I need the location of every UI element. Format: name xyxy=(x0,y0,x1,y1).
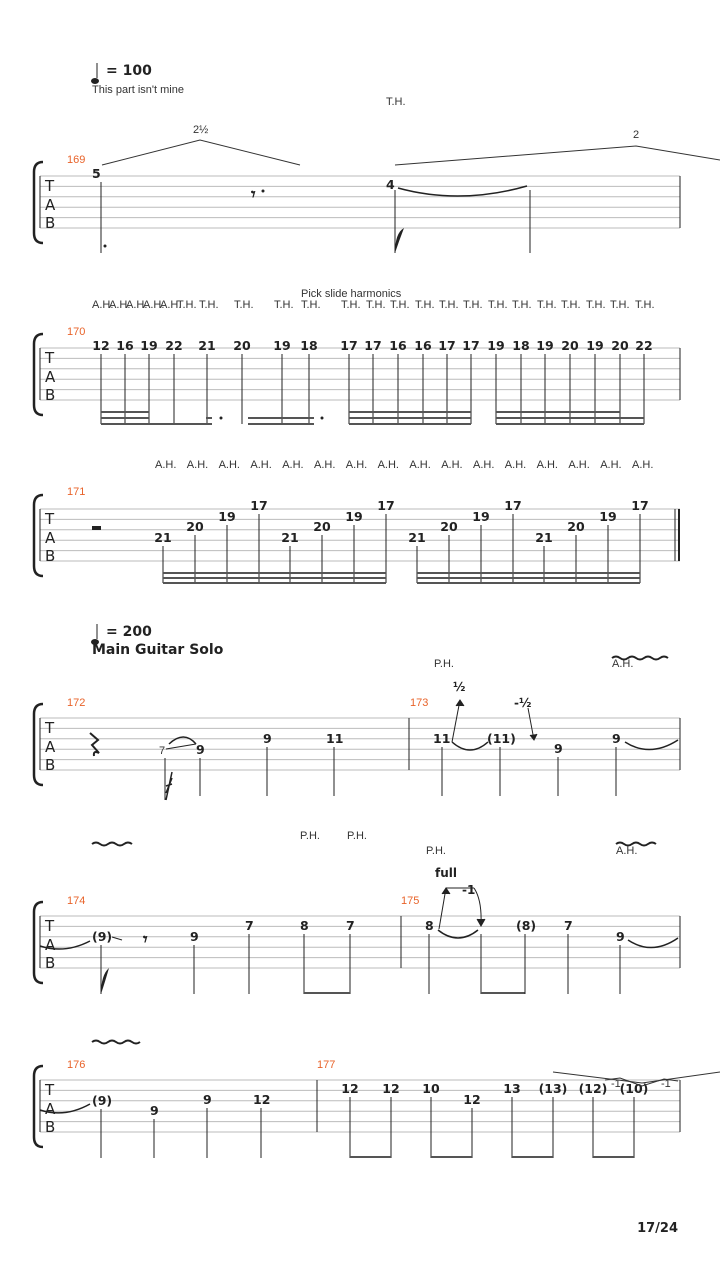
harmonic-label: T.H. xyxy=(561,299,581,311)
fret-number: 5 xyxy=(92,166,101,181)
fret-number: 18 xyxy=(300,338,318,353)
harmonic-label: T.H. xyxy=(635,299,655,311)
harmonic-label: A.H. xyxy=(250,459,272,471)
harmonic-label: P.H. xyxy=(426,845,446,857)
harmonic-label: A.H. xyxy=(92,299,114,311)
fret-number: 9 xyxy=(616,929,625,944)
harmonic-label: T.H. xyxy=(488,299,508,311)
fret-number: 16 xyxy=(389,338,407,353)
section-comment: This part isn't mine xyxy=(92,84,184,96)
fret-number: 16 xyxy=(414,338,432,353)
measure-number: 175 xyxy=(401,895,420,907)
fret-number: 17 xyxy=(462,338,480,353)
tempo-marking-2 xyxy=(91,624,224,658)
svg-text:T: T xyxy=(45,349,55,367)
bend-amount: -1 xyxy=(462,883,476,897)
fret-number: 22 xyxy=(635,338,653,353)
harmonic-label: A.H. xyxy=(409,459,431,471)
tab-system-2 xyxy=(34,288,680,424)
measure-number: 171 xyxy=(67,486,86,498)
fret-number: 7 xyxy=(346,918,355,933)
section-title: Main Guitar Solo xyxy=(92,642,224,658)
fret-number: 8 xyxy=(425,918,434,933)
fret-small: 7 xyxy=(159,745,166,757)
fret-number: 19 xyxy=(472,509,490,524)
fret-number: (8) xyxy=(516,918,537,933)
fret-number: 19 xyxy=(487,338,505,353)
harmonic-label: T.H. xyxy=(415,299,435,311)
half-rest xyxy=(92,526,101,530)
harmonic-label: T.H. xyxy=(341,299,361,311)
fret-number: 12 xyxy=(463,1092,481,1107)
svg-text:B: B xyxy=(45,386,56,404)
fret-number: 17 xyxy=(631,498,649,513)
fret-number: 12 xyxy=(253,1092,271,1107)
svg-text:A: A xyxy=(45,738,56,756)
harmonic-label: A.H. xyxy=(600,459,622,471)
tab-clef-t: T xyxy=(45,177,55,195)
harmonic-label: T.H. xyxy=(301,299,321,311)
harmonic-label: A.H. xyxy=(160,299,182,311)
fret-number: 9 xyxy=(263,731,272,746)
fret-number: (9) xyxy=(92,1093,113,1108)
technique-heading: Pick slide harmonics xyxy=(301,288,402,300)
harmonic-label: A.H. xyxy=(218,459,241,471)
fret-number: 12 xyxy=(382,1081,400,1096)
measure-number: 173 xyxy=(410,697,429,709)
svg-text:A: A xyxy=(45,936,56,954)
fret-number: 9 xyxy=(196,742,205,757)
tab-clef-a: A xyxy=(45,196,56,214)
svg-text:B: B xyxy=(45,756,56,774)
harmonic-label: A.H. xyxy=(568,459,590,471)
tempo-value: = 100 xyxy=(106,63,152,79)
fret-number: 20 xyxy=(440,519,458,534)
page-number: 17/24 xyxy=(637,1221,678,1236)
svg-text:A: A xyxy=(45,368,56,386)
fret-number: 9 xyxy=(190,929,199,944)
harmonic-label: A.H. xyxy=(186,459,209,471)
fret-number: (9) xyxy=(92,929,113,944)
harmonic-label: T.H. xyxy=(439,299,459,311)
fret-number: 9 xyxy=(150,1103,159,1118)
harmonic-label: T.H. xyxy=(610,299,630,311)
fret-number: 13 xyxy=(503,1081,521,1096)
fret-number: 20 xyxy=(233,338,251,353)
harmonic-label: A.H. xyxy=(345,459,368,471)
fret-number: 11 xyxy=(326,731,344,746)
harmonic-label: A.H. xyxy=(473,459,495,471)
fret-number: 17 xyxy=(250,498,268,513)
fret-number: 22 xyxy=(165,338,183,353)
tempo-value: = 200 xyxy=(106,624,152,640)
svg-text:T: T xyxy=(45,1081,55,1099)
fret-number: (10) xyxy=(619,1081,649,1096)
fret-number: 17 xyxy=(340,338,358,353)
fret-number: 12 xyxy=(341,1081,359,1096)
measure-number: 169 xyxy=(67,154,86,166)
harmonic-label: A.H. xyxy=(282,459,304,471)
fret-number: 9 xyxy=(554,741,563,756)
quarter-rest xyxy=(90,733,99,756)
harmonic-label: T.H. xyxy=(234,299,254,311)
harmonic-label: A.H. xyxy=(109,299,131,311)
fret-number: (12) xyxy=(578,1081,608,1096)
svg-text:T: T xyxy=(45,719,55,737)
fret-number: 9 xyxy=(612,731,621,746)
harmonic-label: P.H. xyxy=(347,830,367,842)
harmonic-label: P.H. xyxy=(434,658,454,670)
fret-number: 11 xyxy=(433,731,451,746)
tab-system-1 xyxy=(34,96,720,253)
fret-number: 21 xyxy=(535,530,553,545)
fret-number: 21 xyxy=(154,530,172,545)
tab-clef-b: B xyxy=(45,214,56,232)
harmonic-label: A.H. xyxy=(536,459,559,471)
bend-amount: -½ xyxy=(514,696,532,710)
fret-number: 18 xyxy=(512,338,530,353)
svg-text:B: B xyxy=(45,1118,56,1136)
tempo-marking-1 xyxy=(91,63,184,96)
harmonic-label: T.H. xyxy=(586,299,606,311)
svg-text:B: B xyxy=(45,547,56,565)
svg-text:A: A xyxy=(45,1100,56,1118)
tab-system-5 xyxy=(34,830,680,994)
fret-number: 10 xyxy=(422,1081,440,1096)
harmonic-label: A.H. xyxy=(126,299,148,311)
fret-number: 17 xyxy=(377,498,395,513)
harmonic-label: T.H. xyxy=(386,96,406,108)
bend-amount: full xyxy=(435,866,457,880)
fret-number: 21 xyxy=(198,338,216,353)
fret-number: 21 xyxy=(281,530,299,545)
measure-number: 172 xyxy=(67,697,86,709)
fret-number: 16 xyxy=(116,338,134,353)
harmonic-label: P.H. xyxy=(300,830,320,842)
fret-number: 19 xyxy=(586,338,604,353)
fret-number: 7 xyxy=(564,918,573,933)
fret-number: 9 xyxy=(203,1092,212,1107)
fret-number: (11) xyxy=(487,731,516,746)
fret-number: 20 xyxy=(186,519,204,534)
harmonic-label: A.H. xyxy=(441,459,463,471)
measure-number: 170 xyxy=(67,326,86,338)
harmonic-label: A.H. xyxy=(612,658,634,670)
fret-number: 20 xyxy=(561,338,579,353)
harmonic-label: A.H. xyxy=(504,459,527,471)
fret-number: 20 xyxy=(313,519,331,534)
harmonic-label: T.H. xyxy=(274,299,294,311)
fret-number: 20 xyxy=(611,338,629,353)
harmonic-label: T.H. xyxy=(199,299,219,311)
harmonic-label: T.H. xyxy=(366,299,386,311)
bend-amount: -1 xyxy=(611,1078,621,1090)
harmonic-label: T.H. xyxy=(512,299,532,311)
bend-amount: ½ xyxy=(453,680,466,694)
harmonic-label: T.H. xyxy=(537,299,557,311)
harmonic-label: T.H. xyxy=(463,299,483,311)
fret-number: 12 xyxy=(92,338,110,353)
bend-amount: -1 xyxy=(661,1078,671,1090)
tab-system-3 xyxy=(34,459,680,583)
harmonic-label: T.H. xyxy=(390,299,410,311)
tab-system-6 xyxy=(34,1041,720,1159)
measure-number: 177 xyxy=(317,1059,336,1071)
fret-number: 19 xyxy=(140,338,158,353)
fret-number: 19 xyxy=(218,509,236,524)
fret-number: 19 xyxy=(599,509,617,524)
harmonic-label: A.H. xyxy=(314,459,336,471)
harmonic-label: A.H. xyxy=(377,459,400,471)
bend-amount: 2 xyxy=(633,129,640,141)
fret-number: 8 xyxy=(300,918,309,933)
fret-number: 20 xyxy=(567,519,585,534)
svg-text:T: T xyxy=(45,510,55,528)
harmonic-label: T.H. xyxy=(177,299,197,311)
rest-symbol: 𝄾 xyxy=(143,930,148,950)
rest-symbol: 𝄾 xyxy=(251,185,256,205)
fret-number: 19 xyxy=(273,338,291,353)
measure-number: 176 xyxy=(67,1059,86,1071)
harmonic-label: A.H. xyxy=(155,459,177,471)
svg-text:B: B xyxy=(45,954,56,972)
fret-number: (13) xyxy=(538,1081,568,1096)
fret-number: 17 xyxy=(364,338,382,353)
fret-number: 7 xyxy=(245,918,254,933)
measure-number: 174 xyxy=(67,895,86,907)
harmonic-label: A.H. xyxy=(616,845,638,857)
svg-text:A: A xyxy=(45,529,56,547)
fret-number: 17 xyxy=(438,338,456,353)
bend-amount: 2½ xyxy=(193,124,209,136)
harmonic-label: A.H. xyxy=(632,459,654,471)
fret-number: 21 xyxy=(408,530,426,545)
svg-text:T: T xyxy=(45,917,55,935)
fret-number: 4 xyxy=(386,177,395,192)
fret-number: 17 xyxy=(504,498,522,513)
fret-number: 19 xyxy=(345,509,363,524)
tab-system-4 xyxy=(34,657,680,801)
fret-number: 19 xyxy=(536,338,554,353)
harmonic-label: A.H. xyxy=(143,299,165,311)
